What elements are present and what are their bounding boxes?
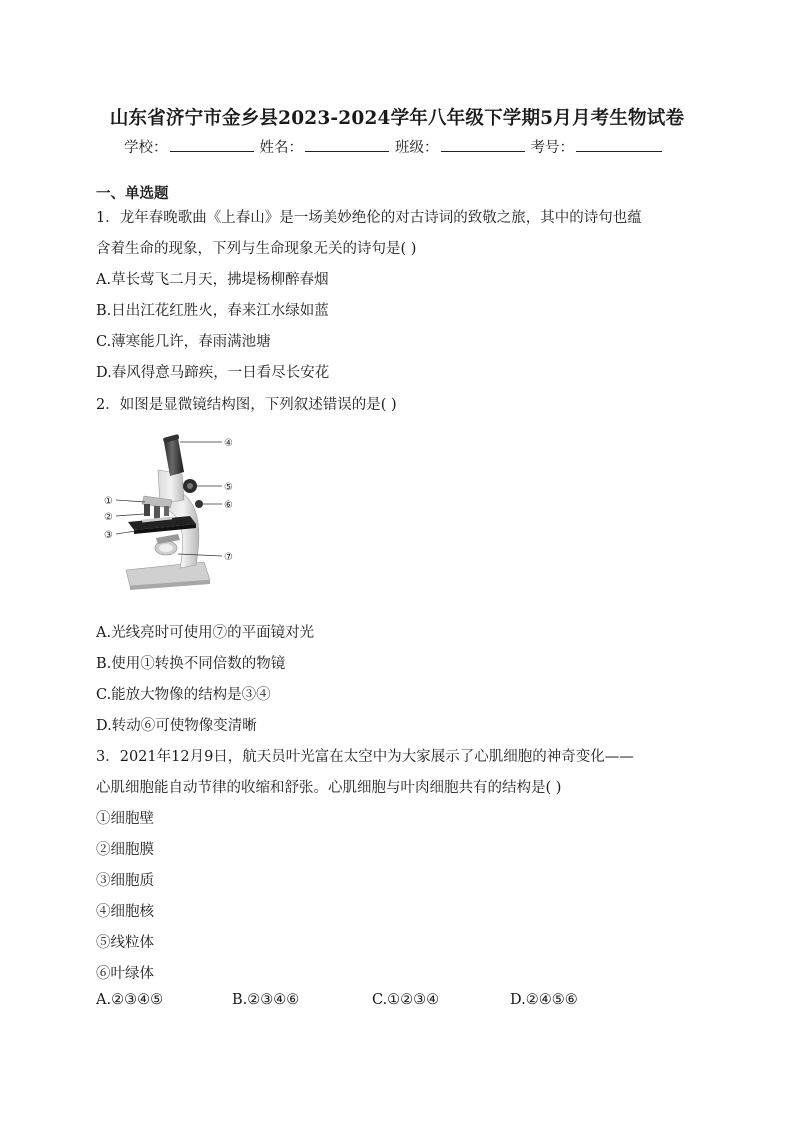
name-blank[interactable] [305, 137, 389, 152]
school-blank[interactable] [170, 137, 254, 152]
microscope-figure [100, 430, 250, 595]
q1-option-a: A.草长莺飞二月天，拂堤杨柳醉春烟 [96, 272, 329, 288]
q3-item-5: ⑤线粒体 [96, 935, 154, 951]
school-label: 学校： [124, 140, 168, 156]
q3-stem-line1: 3．2021年12月9日，航天员叶光富在太空中为大家展示了心肌细胞的神奇变化—— [96, 749, 634, 765]
q3-item-6: ⑥叶绿体 [96, 966, 154, 982]
number-blank[interactable] [576, 137, 662, 152]
number-label: 考号： [530, 140, 574, 156]
q3-option-a: A.②③④⑤ [96, 992, 164, 1008]
figure-label-7: ⑦ [224, 552, 233, 563]
q3-options-row [96, 992, 656, 1014]
figure-label-5: ⑤ [224, 482, 233, 493]
class-field [395, 136, 525, 157]
figure-label-3: ③ [104, 530, 113, 541]
q3-item-3: ③细胞质 [96, 873, 154, 889]
microscope-body [126, 434, 210, 590]
q3-stem-line2: 心肌细胞能自动节律的收缩和舒张。心肌细胞与叶肉细胞共有的结构是( ) [96, 780, 562, 796]
figure-label-4: ④ [224, 438, 233, 449]
student-info-row [124, 136, 662, 157]
q1-option-b: B.日出江花红胜火，春来江水绿如蓝 [96, 303, 329, 319]
q3-option-b: B.②③④⑥ [232, 992, 300, 1008]
q2-option-a: A.光线亮时可使用⑦的平面镜对光 [96, 625, 315, 641]
q1-stem-line1: 1．龙年春晚歌曲《上春山》是一场美妙绝伦的对古诗词的致敬之旅，其中的诗句也蕴 [96, 210, 642, 226]
q3-option-c: C.①②③④ [372, 992, 440, 1008]
q1-option-c: C.薄寒能几许，春雨满池塘 [96, 334, 271, 350]
q2-option-d: D.转动⑥可使物像变清晰 [96, 718, 257, 734]
figure-label-1: ① [104, 496, 113, 507]
q3-item-2: ②细胞膜 [96, 842, 154, 858]
name-field [260, 136, 390, 157]
school-field [124, 136, 254, 157]
q3-option-d: D.②④⑤⑥ [510, 992, 578, 1008]
name-label: 姓名： [259, 140, 303, 156]
q2-option-b: B.使用①转换不同倍数的物镜 [96, 656, 286, 672]
q2-stem: 2．如图是显微镜结构图，下列叙述错误的是( ) [96, 397, 397, 413]
q3-item-4: ④细胞核 [96, 904, 154, 920]
q1-stem-line2: 含着生命的现象，下列与生命现象无关的诗句是( ) [96, 241, 417, 257]
figure-label-2: ② [104, 512, 113, 523]
q2-option-c: C.能放大物像的结构是③④ [96, 687, 271, 703]
q3-item-1: ①细胞壁 [96, 811, 154, 827]
figure-label-6: ⑥ [224, 500, 233, 511]
class-blank[interactable] [441, 137, 525, 152]
page-title: 山东省济宁市金乡县2023-2024学年八年级下学期5月月考生物试卷 [109, 108, 685, 129]
section-heading: 一、单选题 [96, 185, 169, 202]
class-label: 班级： [395, 140, 439, 156]
number-field [531, 136, 663, 157]
q1-option-d: D.春风得意马蹄疾，一日看尽长安花 [96, 365, 330, 381]
